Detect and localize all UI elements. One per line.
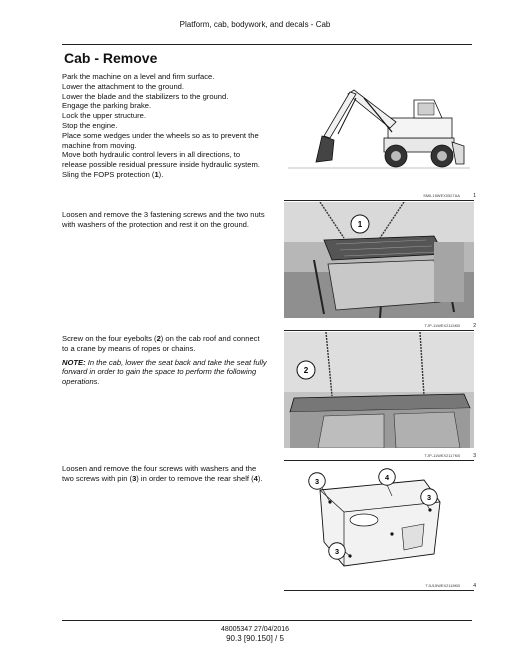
figure-4 (284, 462, 474, 591)
page-title: Cab - Remove (64, 50, 158, 66)
step-line: Lower the attachment to the ground. (62, 81, 185, 91)
step-line: Stop the engine. (62, 120, 118, 130)
figure-code: TJP-11WEX2117KB (424, 454, 460, 458)
step-line: Engage the parking brake. (62, 101, 152, 111)
figure-number: 3 (473, 453, 476, 459)
callout-label: 4 (384, 472, 390, 482)
fops-protection-photo (284, 202, 474, 318)
callout-label: 3 (334, 546, 340, 556)
sling-step: Sling the FOPS protection (1). (62, 169, 164, 179)
callout-badge (326, 540, 348, 562)
figure-code: TJP-11WEX2115KB (424, 324, 460, 328)
step-line: Lower the blade and the stabilizers to the ground. (62, 91, 229, 101)
figure-code: TJU15WEX2118KB (425, 584, 460, 588)
page-number: 90.3 [90.150] / 5 (226, 633, 284, 643)
figure-1 (284, 76, 474, 201)
step-text: Screw on the four eyebolts (2) on the cab roof and connect to a crane by means of ropes or chains. (62, 334, 260, 353)
callout-badge (348, 212, 372, 236)
step-text: Loosen and remove the 3 fastening screws and the two nuts with washers of the protection and rest it on the ground. (62, 210, 265, 229)
document-id: 48005347 27/04/2016 (220, 626, 290, 633)
header-rule (62, 44, 472, 45)
step-text: Loosen and remove the four screws with washers and the two screws with pin (3) in order to remove the rear shelf (4). (62, 464, 263, 483)
note: NOTE: In the cab, lower the seat back and take the seat fully forward in order to gain the space to perform the following operations. (62, 357, 267, 387)
step-line: Place some wedges under the wheels so as to prevent the machine from moving. (62, 130, 259, 150)
figure-number: 1 (473, 193, 476, 199)
footer-rule (62, 620, 472, 621)
page-footer (0, 626, 510, 643)
figure-number: 4 (473, 583, 476, 589)
running-header: Platform, cab, bodywork, and decals - Cab (179, 20, 331, 29)
callout-label: 1 (357, 220, 363, 229)
figure-3 (284, 332, 474, 461)
section-3-text (62, 334, 267, 387)
callout-badge (306, 470, 328, 492)
figure-2 (284, 202, 474, 331)
step-line: Move both hydraulic control levers in all directions, to release possible residual pressure inside hydraulic system. (62, 150, 260, 170)
callout-badge (294, 358, 318, 382)
callout-badge (418, 486, 440, 508)
section-2-text (62, 210, 267, 230)
callout-label: 3 (426, 492, 432, 502)
figure-number: 2 (473, 323, 476, 329)
cab-eyebolts-photo (284, 332, 474, 448)
excavator-illustration (284, 76, 474, 188)
callout-label: 3 (314, 476, 320, 486)
callout-label: 2 (303, 366, 309, 375)
callout-badge (376, 466, 398, 488)
section-4-text (62, 464, 267, 484)
figure-code: SMIL15WEX0527AA (423, 194, 460, 198)
step-line: Park the machine on a level and firm surface. (62, 72, 215, 81)
section-1-text (62, 72, 267, 180)
step-line: Lock the upper structure. (62, 111, 146, 121)
